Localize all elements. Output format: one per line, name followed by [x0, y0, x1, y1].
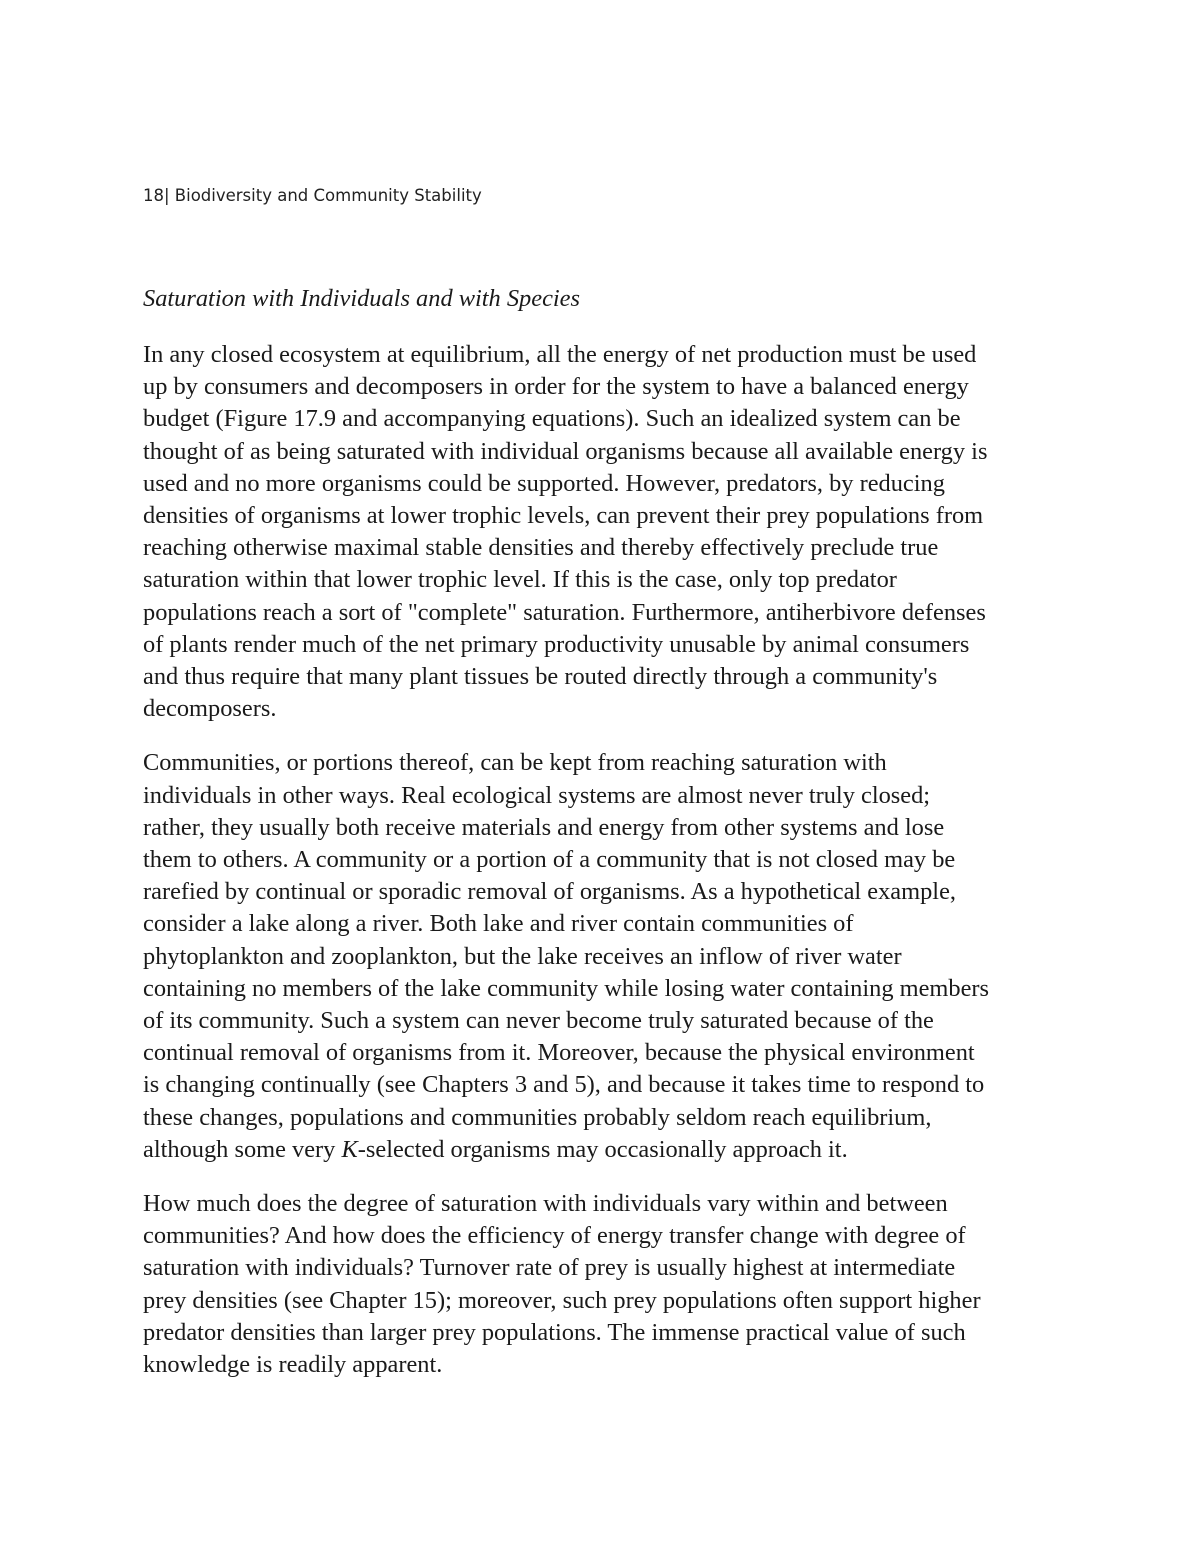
section-title: Saturation with Individuals and with Species	[143, 285, 580, 312]
text-line: individuals in other ways. Real ecological systems are almost never truly closed;	[143, 781, 931, 809]
text-line: saturation with individuals? Turnover rate of prey is usually highest at intermediate	[143, 1254, 956, 1282]
paragraph-3	[143, 1188, 1063, 1381]
text-line: densities of organisms at lower trophic levels, can prevent their prey populations from	[143, 502, 984, 530]
text-line: In any closed ecosystem at equilibrium, all the energy of net production must be used	[143, 341, 977, 368]
text-line: them to others. A community or a portion of a community that is not closed may be	[143, 846, 956, 874]
text-line: communities? And how does the efficiency of energy transfer change with degree of	[143, 1222, 966, 1250]
paragraph-1	[143, 339, 1063, 725]
text-fragment: although some very	[143, 1135, 342, 1163]
text-line: containing no members of the lake community while losing water containing members	[143, 974, 990, 1002]
text-line: consider a lake along a river. Both lake and river contain communities of	[143, 910, 854, 938]
text-line: used and no more organisms could be supported. However, predators, by reducing	[143, 469, 945, 497]
page-body	[143, 283, 1063, 1403]
text-fragment: -selected organisms may occasionally approach it.	[357, 1135, 848, 1163]
text-line: Communities, or portions thereof, can be kept from reaching saturation with	[143, 749, 887, 777]
text-line: continual removal of organisms from it. Moreover, because the physical environment	[143, 1039, 975, 1067]
text-line-k-selected	[143, 1134, 1063, 1166]
text-line: prey densities (see Chapter 15); moreover, such prey populations often support higher	[143, 1286, 981, 1314]
text-line: saturation within that lower trophic level. If this is the case, only top predator	[143, 566, 897, 594]
text-line: rarefied by continual or sporadic removal of organisms. As a hypothetical example,	[143, 878, 957, 906]
text-line: decomposers.	[143, 695, 277, 723]
text-line: is changing continually (see Chapters 3 and 5), and because it takes time to respond to	[143, 1071, 985, 1099]
italic-k: K	[341, 1135, 358, 1163]
text-line: thought of as being saturated with individual organisms because all available energy is	[143, 437, 988, 465]
text-line: and thus require that many plant tissues be routed directly through a community's	[143, 663, 938, 691]
text-line: predator densities than larger prey populations. The immense practical value of such	[143, 1318, 966, 1346]
text-line: populations reach a sort of "complete" saturation. Furthermore, antiherbivore defenses	[143, 598, 986, 626]
text-line: up by consumers and decomposers in order for the system to have a balanced energy	[143, 373, 969, 401]
running-header: 18| Biodiversity and Community Stability	[143, 186, 482, 205]
text-line: reaching otherwise maximal stable densities and thereby effectively preclude true	[143, 534, 939, 562]
text-line: of its community. Such a system can never become truly saturated because of the	[143, 1007, 934, 1035]
text-line: budget (Figure 17.9 and accompanying equations). Such an idealized system can be	[143, 405, 961, 433]
text-line: knowledge is readily apparent.	[143, 1351, 443, 1379]
text-line: How much does the degree of saturation with individuals vary within and between	[143, 1190, 948, 1218]
text-line: phytoplankton and zooplankton, but the lake receives an inflow of river water	[143, 942, 902, 970]
text-line: rather, they usually both receive materials and energy from other systems and lose	[143, 813, 945, 841]
paragraph-2	[143, 747, 1063, 1166]
text-line: these changes, populations and communities probably seldom reach equilibrium,	[143, 1103, 932, 1131]
text-line: of plants render much of the net primary productivity unusable by animal consumers	[143, 630, 970, 658]
